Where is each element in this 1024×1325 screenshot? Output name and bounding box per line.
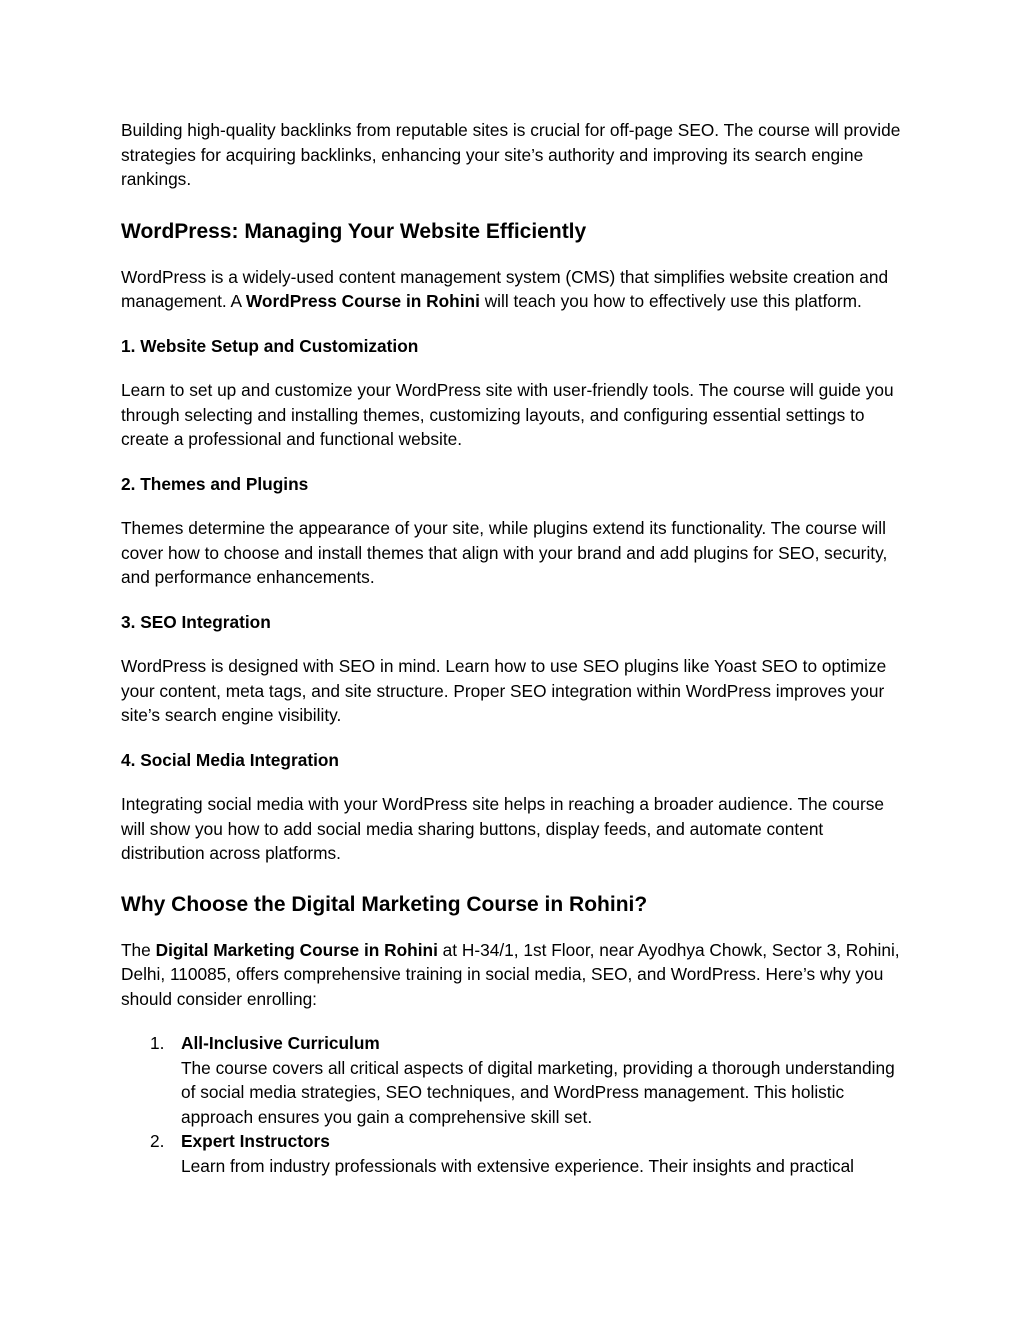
reasons-list [121, 1031, 911, 1178]
subsection-body-themes: Themes determine the appearance of your site, while plugins extend its functionality. The course will cover how to choose and install themes that align with your brand and add plugins for SEO, security, and performance enhancements. [121, 518, 888, 587]
subsection-body-social: Integrating social media with your WordPress site helps in reaching a broader audience. The course will show you how to add social media sharing buttons, display feeds, and automate content distribution across platforms. [121, 794, 885, 863]
document-page [121, 118, 911, 1178]
list-item-title: Expert Instructors [181, 1131, 330, 1151]
list-item [121, 1031, 911, 1129]
list-item-description: The course covers all critical aspects of digital marketing, providing a thorough understanding of social media strategies, SEO techniques, and WordPress management. This holistic approach ensures you gain a comprehensive skill set. [181, 1057, 895, 1127]
list-item [121, 1129, 911, 1178]
subsection-heading-setup: 1. Website Setup and Customization [121, 335, 419, 356]
list-item-number: 2. [150, 1131, 165, 1151]
list-item-number: 1. [150, 1033, 165, 1053]
list-item-title: All-Inclusive Curriculum [181, 1033, 380, 1053]
subsection-heading-social: 4. Social Media Integration [121, 749, 339, 770]
why-intro-paragraph [121, 938, 911, 1012]
subsection-body-seo: WordPress is designed with SEO in mind. Learn how to use SEO plugins like Yoast SEO to optimize your content, meta tags, and site structure. Proper SEO integration within WordPress improves your site’s search engine visibility. [121, 656, 887, 725]
why-intro-text-2: at H-34/1, 1st Floor, near Ayodhya Chowk, Sector 3, Rohini, Delhi, 110085, offers comprehensive training in social media, SEO, and WordPress. Here’s why you should consider enrolling: [121, 939, 900, 1009]
wordpress-intro-text-1: WordPress is a widely-used content management system (CMS) that simplifies website creation and management. A [121, 266, 889, 311]
intro-paragraph: Building high-quality backlinks from reputable sites is crucial for off-page SEO. The course will provide strategies for acquiring backlinks, enhancing your site’s authority and improving its search engine rankings. [121, 120, 901, 189]
digital-marketing-course-emphasis: Digital Marketing Course in Rohini [155, 939, 438, 960]
list-item-description: Learn from industry professionals with extensive experience. Their insights and practical [181, 1155, 855, 1176]
subsection-heading-seo: 3. SEO Integration [121, 611, 271, 632]
why-section-heading: Why Choose the Digital Marketing Course in Rohini? [121, 892, 648, 916]
wordpress-section-heading: WordPress: Managing Your Website Efficiently [121, 219, 587, 243]
wordpress-intro-paragraph [121, 265, 911, 314]
subsection-body-setup: Learn to set up and customize your WordPress site with user-friendly tools. The course will guide you through selecting and installing themes, customizing layouts, and configuring essential settings to create a professional and functional website. [121, 380, 894, 449]
wordpress-course-emphasis: WordPress Course in Rohini [245, 291, 480, 311]
why-intro-text-1: The [121, 939, 156, 960]
subsection-heading-themes: 2. Themes and Plugins [121, 473, 309, 494]
wordpress-intro-text-2: will teach you how to effectively use this platform. [479, 291, 862, 311]
